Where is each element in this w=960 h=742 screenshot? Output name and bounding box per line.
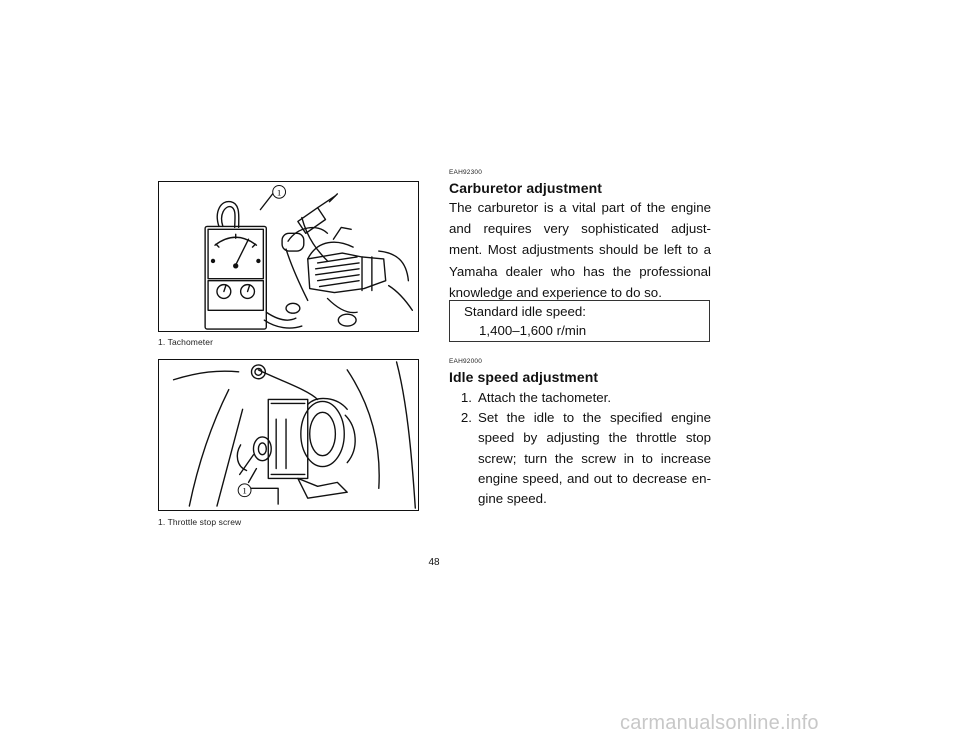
- step-line: Attach the tachometer.: [478, 390, 612, 405]
- callout-number: 1: [276, 187, 282, 198]
- paragraph-line: and requires very sophisticated adjust-: [449, 221, 711, 237]
- step-item: [449, 408, 711, 509]
- spec-box: [449, 300, 710, 342]
- section-heading: Idle speed adjustment: [449, 369, 599, 385]
- paragraph-line: knowledge and experience to do so.: [449, 284, 662, 300]
- section-code: EAH92000: [449, 358, 483, 365]
- tachometer-icon: [159, 182, 418, 331]
- step-line: gine speed.: [478, 491, 547, 507]
- watermark: carmanualsonline.info: [620, 712, 819, 734]
- figure-caption: 1. Throttle stop screw: [158, 517, 242, 527]
- steps-list: [449, 388, 711, 509]
- section-heading: Carburetor adjustment: [449, 180, 603, 196]
- step-line: speed by adjusting the throttle stop: [478, 430, 711, 446]
- step-line: screw; turn the screw in to increase: [478, 450, 711, 466]
- paragraph-line: Yamaha dealer who has the professional: [449, 263, 711, 279]
- step-item: [449, 388, 711, 408]
- spec-value: 1,400–1,600 r/min: [479, 323, 587, 338]
- tachometer-illustration: [158, 181, 419, 332]
- section-code: EAH92300: [449, 169, 483, 176]
- step-number: 1.: [460, 390, 472, 405]
- step-line: Set the idle to the specified engine: [478, 410, 711, 426]
- callout-number: 1: [242, 485, 247, 496]
- figure-caption: 1. Tachometer: [158, 337, 214, 347]
- spec-label: Standard idle speed:: [464, 304, 586, 319]
- carburetor-paragraph: [449, 197, 711, 303]
- step-line: engine speed, and out to decrease en-: [478, 470, 711, 486]
- step-number: 2.: [460, 410, 472, 426]
- throttle-stop-illustration: [158, 359, 419, 511]
- carburetor-icon: [159, 360, 418, 510]
- paragraph-line: The carburetor is a vital part of the engine: [449, 200, 711, 215]
- page-number: 48: [428, 557, 440, 568]
- paragraph-line: ment. Most adjustments should be left to a: [449, 242, 711, 258]
